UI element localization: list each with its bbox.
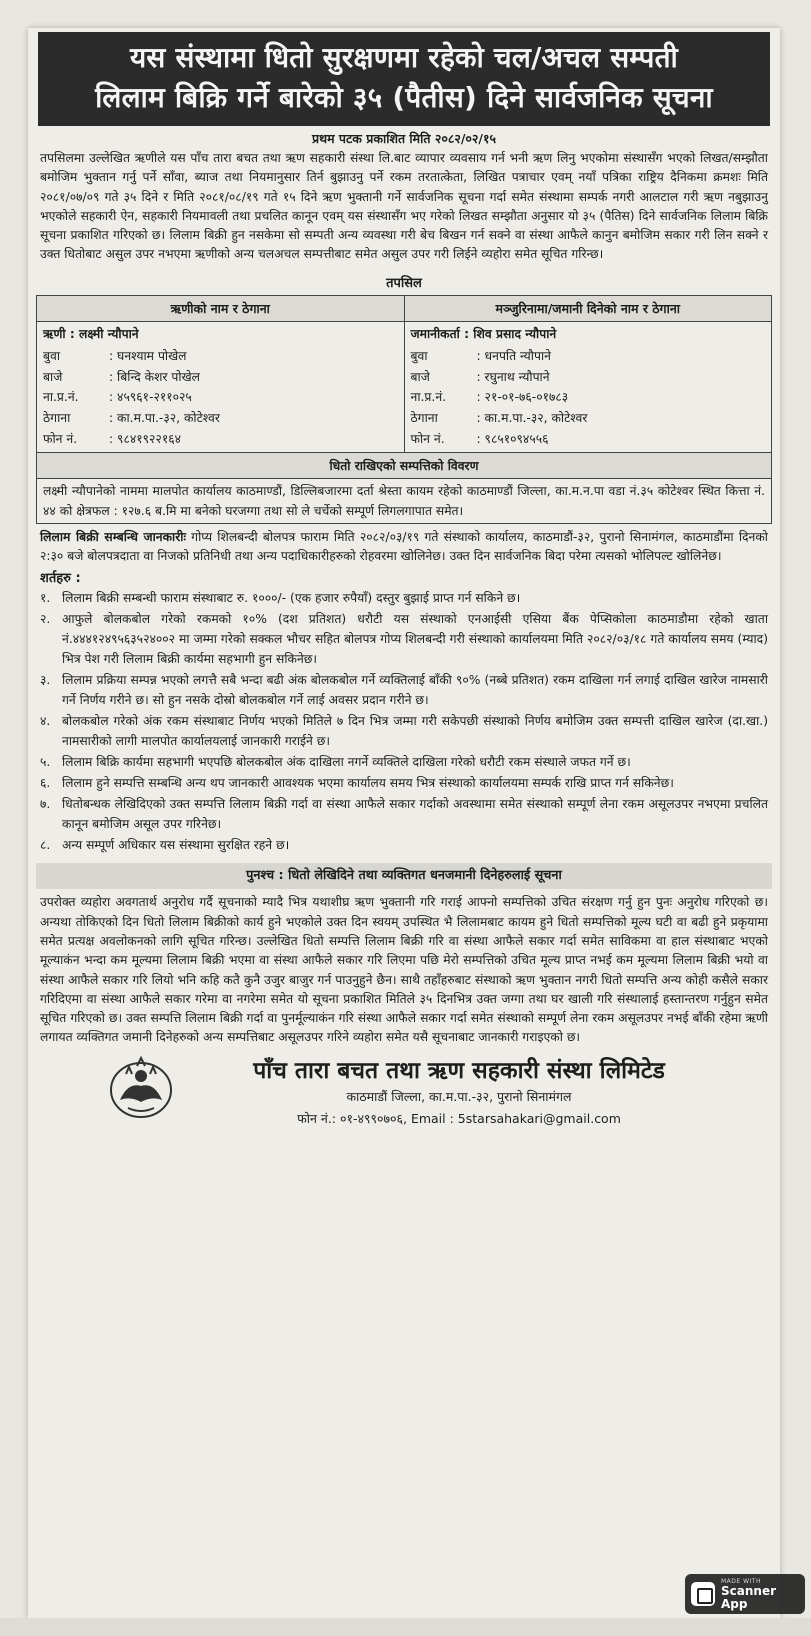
- guarantor-row-value: : २१-०१-७६-०१७८३: [476, 390, 569, 405]
- postscript-paragraph: उपरोक्त व्यहोरा अवगतार्थ अनुरोध गर्दै सूचनाको म्यादै भित्र यथाशीघ्र ऋण भुक्तानी गरि गराई आफ्नो सम्पत्तिको उचित संरक्षण गर्नु हुन पुनः अनुरोध गरिएको छ। अन्यथा तोकिएको दिन धितो लिलाम बिक्रीको कार्य हुने भएकोले उक्त दिन स्वयम् उपस्थित भै लिलामबाट कायम हुने धितो सम्पत्तिको मूल्य घटी वा बढी हुने प्रकृयामा समेत प्रत्यक्ष अवलोकनको लागि सूचित गरिन्छ। उल्लेखित धितो सम्पत्ति लिलाम बिक्री गरि वा संस्था आफैले सकार गर्दा समेत साविकमा वा हाल संस्थाबाट भएको मूल्याकंन भन्दा कम मूल्यमा लिलाम बिक्री भएमा वा संस्था आफैले सकार गरि लिएमा पछि मेरो सम्पत्तिको उचित मूल्य प्राप्त नभई कम मूल्यमा लिलाम बिक्री भयो वा संस्था आफैले सकार गरि लियो भनि कहि कतै कुनै उजुर बाजुर गर्न पाउनुहुने छैन। साथै तहाँहरुबाट संस्थाको ऋण भुक्तान नगरी धितो सम्पत्ति अन्य कोही कसैले सकार गरिदिएमा वा संस्था आफैले सकार गरेमा वा नगरेमा समेत यो सूचना प्रकाशित मितिले ३५ दिनभित्र उक्त जग्गा तथा घर खाली गरि संस्थालाई हस्तान्तरण गर्नुहुन समेत सूचित गरिएको छ। उक्त सम्पत्ति लिलाम बिक्री गर्दा वा पुनर्मूल्याकंन गरि संस्था आफैले सकार गर्दा समेत संस्थाको सम्पूर्ण लेना रकम असूलउपर नभई बाँकी रहेमा ऋणी लगायत व्यक्तिगत जमानी दिनेहरुको अन्य सम्पत्तिबाट असूलउपर गरिने व्यहोरा समेत यसै सूचनाबाट जानकारी गराइएको छ।: [40, 895, 768, 1045]
- terms-list: [36, 588, 772, 855]
- organization-contact: फोन नं.: ०१-४९९०७०६, Email : 5starsahakari@gmail.com: [297, 1110, 621, 1126]
- guarantor-row-value: : ९८५१०९४५५६: [476, 431, 549, 446]
- guarantor-row-key: ना.प्र.नं.: [410, 390, 447, 405]
- term-item: [40, 752, 768, 772]
- guarantor-row-key: बाजे: [410, 369, 430, 384]
- term-text: बोलकबोल गरेको अंक रकम संस्थाबाट निर्णय भएको मितिले ७ दिन भित्र जम्मा गरी सकेपछी संस्थाको निर्णय बमोजिम उक्त सम्पत्ती दाखिल खारेज (दा.खा.) नामसारीको लागी मालपोत कार्यालयलाई जानकारी गराईने छ।: [62, 714, 768, 749]
- term-number: ३.: [40, 673, 51, 688]
- term-item: [40, 609, 768, 669]
- details-table: [36, 295, 772, 524]
- guarantor-row: [411, 387, 766, 408]
- tapasil-title: तपसिल: [386, 275, 422, 291]
- borrower-row-key: फोन नं.: [43, 431, 78, 446]
- term-item: [40, 711, 768, 751]
- publication-date: प्रथम पटक प्रकाशित मिति २०८२/०२/१५: [311, 131, 496, 146]
- banner-line-1: यस संस्थामा धितो सुरक्षणमा रहेको चल/अचल सम्पती: [129, 41, 679, 74]
- guarantor-row-key: ठेगाना: [410, 411, 438, 426]
- banner-line-2: लिलाम बिक्रि गर्ने बारेको ३५ (पैतीस) दिने सार्वजनिक सूचना: [95, 81, 713, 114]
- borrower-row-value: : घनश्याम पोखेल: [109, 348, 187, 363]
- guarantor-column-header: मञ्जुरिनामा/जमानी दिनेको नाम र ठेगाना: [404, 295, 772, 321]
- postscript-heading: पुनश्च : धितो लेखिदिने तथा व्यक्तिगत धनजमानी दिनेहरुलाई सूचना: [36, 863, 772, 889]
- term-item: [40, 794, 768, 834]
- guarantor-row-value: : का.म.पा.-३२, कोटेश्वर: [476, 411, 588, 426]
- notice-sheet: [28, 28, 780, 1618]
- term-number: ६.: [40, 776, 51, 791]
- cooperative-logo-icon: [106, 1056, 176, 1120]
- term-text: आफुले बोलकबोल गरेको रकमको १०% (दश प्रतिशत) धरौटी यस संस्थाको एनआईसी एसिया बैंक पेप्सिकोला काठमाडौमा रहेको खाता नं.४४४१२४९५६३५२४००२ मा जम्मा गरेको सक्कल भौचर सहित बोलपत्र गोप्य शिलबन्दी गरी संस्थाको कार्यालयमा मिति २०८२/०३/१८ गते कार्यालय समय (म्याद) भित्र पेश गरी लिलाम बिक्री कार्यमा सहभागी हुन सकिनेछ।: [62, 612, 768, 667]
- term-item: [40, 588, 768, 608]
- borrower-row: [43, 346, 398, 367]
- organization-address: काठमाडौं जिल्ला, का.म.पा.-३२, पुरानो सिनामंगल: [346, 1088, 572, 1104]
- intro-paragraph: तपसिलमा उल्लेखित ऋणीले यस पाँच तारा बचत तथा ऋण सहकारी संस्था लि.बाट व्यापार व्यवसाय गर्न भनी ऋण लिनु भएकोमा संस्थासँग भएको लिखत/सम्झौता बमोजिम भुक्तान गर्नु पर्ने साँवा, ब्याज तथा नियमानुसार तिर्न बुझाउनु पर्ने रकम तरतात्केता, लिखित पत्राचार एवम् नयाँ पत्रिका राष्ट्रिय दैनिकमा क्रमशः मिति २०८१/०७/०९ गते ३५ दिने र मिति २०८१/०८/१९ गते १५ दिने ऋण भुक्तानी गर्ने सार्वजनिक सूचना गर्दा समेत संस्थामा सम्पर्क नगरी आलटाल गरी ऋण नबुझाउनु भएकोले सहकारी ऐन, सहकारी नियमावली तथा प्रचलित कानून एवम् यस संस्थासँग भए गरेको लिखत सम्झौता अनुसार यो ३५ (पैतिस) दिने सार्वजनिक लिलाम बिक्रि सूचना प्रकाशित गरिएको छ। लिलाम बिक्री हुन नसकेमा सो सम्पती अन्य व्यवस्था गरी बेच बिखन गर्न सक्ने वा संस्था आफैले कानुन बमोजिम सकार गरी लिन सक्ने र उक्त धितोबाट असुल उपर नभएमा ऋणीको अन्य चलअचल सम्पत्तीबाट समेत असुल उपर गरी लिईने व्यहोरा समेत सूचित गरिन्छ।: [40, 151, 768, 262]
- term-number: ८.: [40, 838, 51, 853]
- organization-name: पाँच तारा बचत तथा ऋण सहकारी संस्था लिमिटेड: [253, 1057, 665, 1084]
- borrower-row: [43, 367, 398, 388]
- borrower-row: [43, 429, 398, 450]
- term-text: लिलाम बिक्रि कार्यमा सहभागी भएपछि बोलकबोल अंक दाखिला नगर्ने व्यक्तिले दाखिला गरेको धरौटी रकम संस्थाले जफत गर्ने छ।: [62, 755, 631, 770]
- notice-banner: [38, 32, 770, 126]
- term-number: ४.: [40, 714, 51, 729]
- term-number: १.: [40, 591, 51, 606]
- borrower-row: [43, 408, 398, 429]
- term-text: लिलाम बिक्री सम्बन्धी फाराम संस्थाबाट रु. १०००/- (एक हजार रुपैयाँ) दस्तुर बुझाई प्राप्त गर्न सकिने छ।: [62, 591, 521, 606]
- term-number: ५.: [40, 755, 51, 770]
- auction-info-label: लिलाम बिक्री सम्बन्धि जानकारीः: [40, 529, 186, 544]
- borrower-details: [37, 321, 405, 452]
- borrower-row-key: बुवा: [43, 348, 61, 363]
- footer: [36, 1056, 772, 1130]
- borrower-row-value: : का.म.पा.-३२, कोटेश्वर: [109, 411, 220, 426]
- guarantor-row-value: : धनपति न्यौपाने: [476, 348, 551, 363]
- property-description: लक्ष्मी न्यौपानेको नाममा मालपोत कार्यालय काठमाण्डौं, डिल्लिबजारमा दर्ता श्रेस्ता कायम रहेको काठमाण्डौं जिल्ला, का.म.न.पा वडा नं.३५ कोटेश्वर स्थित कित्ता नं. ४४ को क्षेत्रफल : १२७.६ ब.मि मा बनेको घरजग्गा तथा सो ले चर्चेको सम्पूर्ण लिगलगापात समेत।: [37, 478, 772, 523]
- borrower-row-value: : ९८४१९२२१६४: [109, 431, 181, 446]
- term-text: अन्य सम्पूर्ण अधिकार यस संस्थामा सुरक्षित रहने छ।: [62, 838, 290, 853]
- guarantor-row-key: फोन नं.: [410, 431, 445, 446]
- terms-heading: शर्तहरु :: [40, 571, 81, 587]
- watermark-small: MADE WITH: [721, 1577, 761, 1585]
- guarantor-row-value: : रघुनाथ न्यौपाने: [476, 369, 550, 384]
- borrower-row-key: ठेगाना: [43, 411, 71, 426]
- auction-info-text: गोप्य शिलबन्दी बोलपत्र फाराम मिति २०८२/०३/१९ गते संस्थाको कार्यालय, काठमाडौं-३२, पुरानो सिनामंगल, काठमाडौंमा दिनको २:३० बजे बोलपत्रदाता वा निजको प्रतिनिधी तथा अन्य पदाधिकारीहरुको रोहवरमा खोलिनेछ। उक्त दिन सार्वजनिक बिदा परेमा त्यसको भोलिपल्ट खोलिनेछ।: [40, 529, 768, 564]
- guarantor-row: [411, 367, 766, 388]
- term-item: [40, 835, 768, 855]
- term-number: २.: [40, 612, 51, 627]
- guarantor-row-key: बुवा: [410, 348, 428, 363]
- borrower-row-key: ना.प्र.नं.: [43, 390, 79, 405]
- scanner-app-icon: [691, 1582, 715, 1606]
- borrower-column-header: ऋणीको नाम र ठेगाना: [37, 295, 405, 321]
- scanner-app-text: [721, 1578, 776, 1611]
- term-item: [40, 773, 768, 793]
- bottom-strip: [0, 1618, 811, 1636]
- guarantor-row: [411, 346, 766, 367]
- borrower-row-value: : ४५९६१-२११०२५: [109, 390, 192, 405]
- footer-text: [186, 1056, 732, 1130]
- guarantor-name: जमानीकर्ता : शिव प्रसाद न्यौपाने: [410, 326, 557, 341]
- term-text: लिलाम हुने सम्पत्ति सम्बन्धि अन्य थप जानकारी आवश्यक भएमा कार्यालय समय भित्र संस्थाको कार्यालयमा सम्पर्क राखि प्राप्त गर्न सकिनेछ।: [62, 776, 674, 791]
- auction-info: [36, 528, 772, 567]
- borrower-row-key: बाजे: [43, 369, 63, 384]
- term-text: लिलाम प्रक्रिया सम्पन्न भएको लगत्तै सबै भन्दा बढी अंक बोलकबोल गर्ने व्यक्तिलाई बाँकी ९०% (नब्बे प्रतिशत) रकम दाखिला गर्न लगाई दाखिल खारेज नामसारी गर्ने निर्णय गरीने छ। सो हुन नसके दोस्रो बोलकबोल गर्ने लाई अवसर प्रदान गरीने छ।: [62, 673, 768, 708]
- borrower-name: ऋणी : लक्ष्मी न्यौपाने: [43, 326, 139, 341]
- term-number: ७.: [40, 797, 51, 812]
- property-header: धितो राखिएको सम्पत्तिको विवरण: [37, 452, 772, 478]
- watermark-big-1: Scanner: [721, 1583, 776, 1598]
- watermark-big-2: App: [721, 1596, 748, 1611]
- scanner-app-watermark: [685, 1574, 805, 1614]
- term-item: [40, 670, 768, 710]
- guarantor-row: [411, 408, 766, 429]
- guarantor-details: [404, 321, 772, 452]
- term-text: धितोबन्धक लेखिदिएको उक्त सम्पत्ति लिलाम बिक्री गर्दा वा संस्था आफैले सकार गर्दाको अवस्थामा समेत संस्थाको सम्पूर्ण लेना रकम असूलउपर नभएमा प्रचलित कानून बमोजिम असूल उपर गरिनेछ।: [62, 797, 769, 832]
- guarantor-row: [411, 429, 766, 450]
- borrower-row: [43, 387, 398, 408]
- borrower-row-value: : बिन्दि केशर पोखेल: [109, 369, 200, 384]
